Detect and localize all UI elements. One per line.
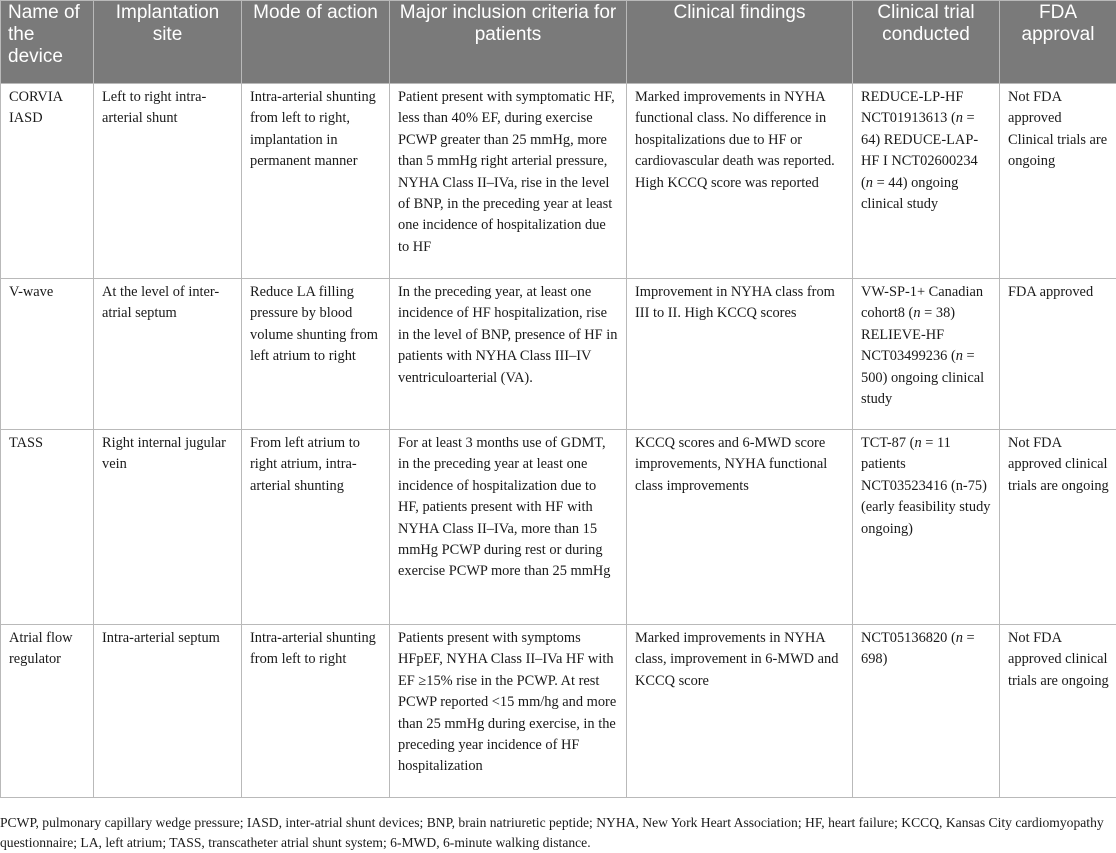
col-header-fda-approval: FDA approval xyxy=(1000,1,1116,84)
trial-text: = 500) ongoing clinical study xyxy=(861,348,984,407)
trial-text: VW-SP-1+ Canadian cohort8 ( xyxy=(861,284,983,321)
cell-mode: Reduce LA filling pressure by blood volume shunting from left atrium to right xyxy=(242,279,390,430)
cell-criteria: Patient present with symptomatic HF, less than 40% EF, during exercise PCWP greater than 25 mmHg, more than 5 mmHg right arterial pressure, NYHA Class II–IVa, rise in the level of BNP, in the preceding year at least one incidence of hospitalization due to HF xyxy=(390,84,627,279)
cell-criteria: For at least 3 months use of GDMT, in the preceding year at least one incidence of hospitalization due to HF, patients present with HF with NYHA Class II–IVa, more than 15 mmHg PCWP during rest or during exercise PCWP more than 25 mmHg xyxy=(390,430,627,625)
cell-device: CORVIA IASD xyxy=(1,84,94,279)
trial-text: NCT05136820 ( xyxy=(861,630,956,646)
trial-text: = 44) ongoing clinical study xyxy=(861,175,958,212)
cell-device: Atrial flow regulator xyxy=(1,625,94,798)
cell-mode: Intra-arterial shunting from left to right, implantation in permanent manner xyxy=(242,84,390,279)
cell-trial xyxy=(853,84,1000,279)
cell-fda: FDA approved xyxy=(1000,279,1116,430)
cell-fda: Not FDA approved clinical trials are ongoing xyxy=(1000,430,1116,625)
col-header-clinical-findings: Clinical findings xyxy=(627,1,853,84)
cell-site: Left to right intra-arterial shunt xyxy=(94,84,242,279)
trial-text: = 38) RELIEVE-HF NCT03499236 ( xyxy=(861,305,956,364)
sample-size-symbol: n xyxy=(914,435,921,451)
sample-size-symbol: n xyxy=(956,630,963,646)
header-row xyxy=(1,1,1116,84)
cell-mode: From left atrium to right atrium, intra-arterial shunting xyxy=(242,430,390,625)
cell-criteria: Patients present with symptoms HFpEF, NYHA Class II–IVa HF with EF ≥15% rise in the PCWP. At rest PCWP reported <15 mm/hg and more than 25 mmHg during exercise, in the preceding year incidence of HF hospitalization xyxy=(390,625,627,798)
col-header-implantation-site: Implantation site xyxy=(94,1,242,84)
table-footnote: PCWP, pulmonary capillary wedge pressure; IASD, inter-atrial shunt devices; BNP, brain natriuretic peptide; NYHA, New York Heart Association; HF, heart failure; KCCQ, Kansas City cardiomyopathy questionnaire; LA, left atrium; TASS, transcatheter atrial shunt system; 6-MWD, 6-minute walking distance. xyxy=(0,813,1112,853)
cell-findings: Improvement in NYHA class from III to II. High KCCQ scores xyxy=(627,279,853,430)
col-header-clinical-trial: Clinical trial conducted xyxy=(853,1,1000,84)
col-header-inclusion-criteria: Major inclusion criteria for patients xyxy=(390,1,627,84)
trial-text: = 64) REDUCE-LAP-HF I NCT02600234 ( xyxy=(861,110,978,190)
trial-text: = 11 patients NCT03523416 (n-75) (early feasibility study ongoing) xyxy=(861,435,990,537)
cell-mode: Intra-arterial shunting from left to right xyxy=(242,625,390,798)
cell-trial xyxy=(853,430,1000,625)
table-row xyxy=(1,84,1116,279)
cell-criteria: In the preceding year, at least one incidence of HF hospitalization, rise in the level of BNP, presence of HF in patients with NYHA Class III–IV ventriculoarterial (VA). xyxy=(390,279,627,430)
cell-findings: Marked improvements in NYHA functional class. No difference in hospitalizations due to HF or cardiovascular death was reported. High KCCQ score was reported xyxy=(627,84,853,279)
cell-site: Intra-arterial septum xyxy=(94,625,242,798)
cell-device: V-wave xyxy=(1,279,94,430)
cell-findings: Marked improvements in NYHA class, improvement in 6-MWD and KCCQ score xyxy=(627,625,853,798)
trial-text: = 698) xyxy=(861,630,975,667)
sample-size-symbol: n xyxy=(956,348,963,364)
cell-site: Right internal jugular vein xyxy=(94,430,242,625)
cell-site: At the level of inter-atrial septum xyxy=(94,279,242,430)
cell-trial xyxy=(853,625,1000,798)
sample-size-symbol: n xyxy=(956,110,963,126)
cell-fda: Not FDA approved Clinical trials are ongoing xyxy=(1000,84,1116,279)
col-header-device-name: Name of the device xyxy=(1,1,94,84)
cell-device: TASS xyxy=(1,430,94,625)
table-row xyxy=(1,625,1116,798)
table-row xyxy=(1,430,1116,625)
trial-text: REDUCE-LP-HF NCT01913613 ( xyxy=(861,89,963,126)
sample-size-symbol: n xyxy=(866,175,873,191)
cell-trial xyxy=(853,279,1000,430)
sample-size-symbol: n xyxy=(913,305,920,321)
cell-findings: KCCQ scores and 6-MWD score improvements, NYHA functional class improvements xyxy=(627,430,853,625)
table-row xyxy=(1,279,1116,430)
cell-fda: Not FDA approved clinical trials are ongoing xyxy=(1000,625,1116,798)
col-header-mode-of-action: Mode of action xyxy=(242,1,390,84)
trial-text: TCT-87 ( xyxy=(861,435,914,451)
